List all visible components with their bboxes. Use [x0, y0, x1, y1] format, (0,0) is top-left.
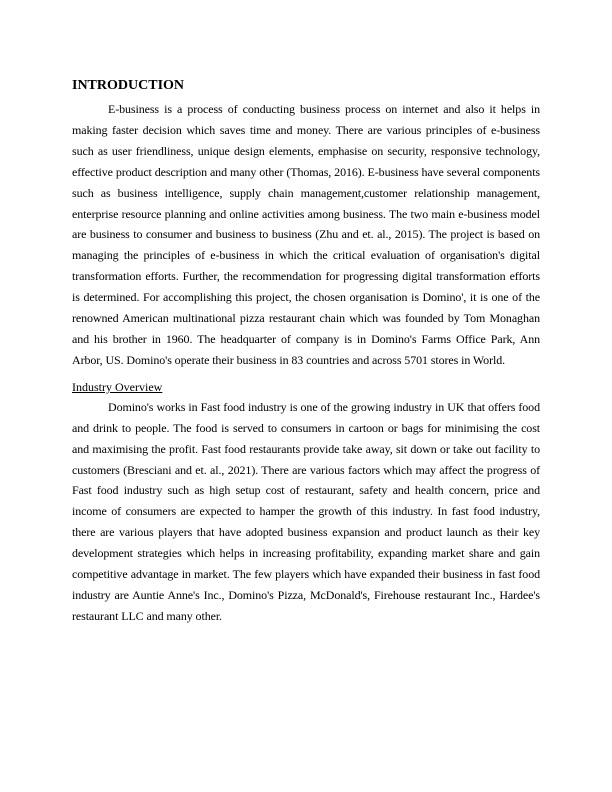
- section-heading-introduction: INTRODUCTION: [72, 78, 185, 93]
- subheading-industry-overview: Industry Overview: [72, 379, 163, 394]
- document-body: [72, 77, 540, 627]
- industry-overview-paragraph: Domino's works in Fast food industry is one of the growing industry in UK that offers food and drink to people. The food is served to consumers in cartoon or bags for minimising the cost and maximising the profit. Fast food restaurants provide take away, sit down or take out facility to customers (Bresciani and et. al., 2021). There are various factors which may affect the progress of Fast food industry such as high setup cost of restaurant, safety and health concern, price and income of consumers are expected to hamper the growth of this industry. In fast food industry, there are various players that have adopted business expansion and product launch as their key development strategies which helps in increasing profitability, expanding market share and gain competitive advantage in market. The few players which have expanded their business in fast food industry are Auntie Anne's Inc., Domino's Pizza, McDonald's, Firehouse restaurant Inc., Hardee's restaurant LLC and many other.: [72, 399, 540, 623]
- introduction-paragraph: E-business is a process of conducting business process on internet and also it helps in making faster decision which saves time and money. There are various principles of e-business such as user friendliness, unique design elements, emphasise on security, responsive technology, effective product description and many other (Thomas, 2016). E-business have several components such as business intelligence, supply chain management,customer relationship management, enterprise resource planning and online activities among business. The two main e-business model are business to consumer and business to business (Zhu and et. al., 2015). The project is based on managing the principles of e-business in which the critical evaluation of organisation's digital transformation efforts. Further, the recommendation for progressing digital transformation efforts is determined. For accomplishing this project, the chosen organisation is Domino', it is one of the renowned American multinational pizza restaurant chain which was founded by Tom Monaghan and his brother in 1960. The headquarter of company is in Domino's Farms Office Park, Ann Arbor, US. Domino's operate their business in 83 countries and across 5701 stores in World.: [72, 102, 540, 367]
